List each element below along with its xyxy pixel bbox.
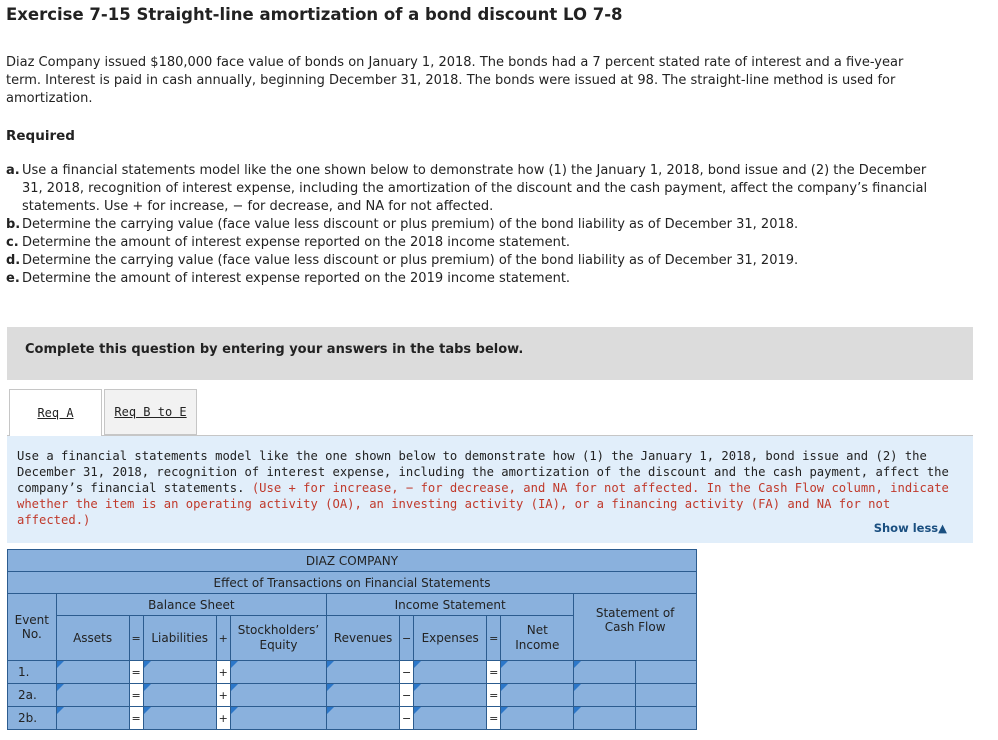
net-income-input[interactable] xyxy=(501,707,574,730)
table-row: 2b. = + − = xyxy=(8,707,697,730)
col-cash-flow: Statement of Cash Flow xyxy=(574,594,697,661)
income-statement-header: Income Statement xyxy=(327,594,574,616)
col-minus: − xyxy=(400,616,414,661)
equity-input[interactable] xyxy=(230,707,326,730)
financial-statements-table xyxy=(7,549,697,730)
tab-req-a[interactable]: Req A xyxy=(9,389,102,436)
net-income-input[interactable] xyxy=(501,661,574,684)
instructions-banner xyxy=(7,327,973,380)
banner-text: Complete this question by entering your answers in the tabs below. xyxy=(25,342,524,357)
expenses-input[interactable] xyxy=(414,661,487,684)
requirement-c: c. Determine the amount of interest expense reported on the 2018 income statement. xyxy=(6,235,571,250)
tab-req-b-to-e[interactable]: Req B to E xyxy=(104,389,197,435)
cash-flow-amount-input[interactable] xyxy=(574,707,636,730)
triangle-up-icon: ▲ xyxy=(938,521,947,535)
requirement-d: d. Determine the carrying value (face value less discount or plus premium) of the bond liability as of December 31, 2019. xyxy=(6,253,799,268)
company-name: DIAZ COMPANY xyxy=(8,550,697,572)
net-income-input[interactable] xyxy=(501,684,574,707)
table-row: 1. = + − = xyxy=(8,661,697,684)
cash-flow-activity-select[interactable] xyxy=(636,707,697,730)
panel-instructions: Use a financial statements model like the one shown below to demonstrate how (1) the January 1, 2018, bond issue and (2) the December 31, 2018, recognition of interest expense, including the amortization of the discount and the cash payment, affect the company’s financial statements. (Use + for increase, − for decrease, and NA for not affected. In the Cash Flow column, indicate whether the item is an operating activity (OA), an investing activity (IA), or a financing activity (FA) and NA for not affected.) xyxy=(17,449,949,527)
requirements-list xyxy=(6,162,936,288)
assets-input[interactable] xyxy=(56,661,129,684)
cash-flow-amount-input[interactable] xyxy=(574,684,636,707)
panel-instruction-red: (Use + for increase, − for decrease, and NA for not affected. In the Cash Flow column, indicate whether the item is an operating activity (OA), an investing activity (IA), or a financing activity (FA) and NA for not affected.) xyxy=(17,481,949,527)
expenses-input[interactable] xyxy=(414,707,487,730)
required-heading: Required xyxy=(6,128,75,144)
table-subtitle: Effect of Transactions on Financial Statements xyxy=(8,572,697,594)
equity-input[interactable] xyxy=(230,661,326,684)
requirement-e: e. Determine the amount of interest expense reported on the 2019 income statement. xyxy=(6,271,571,286)
exercise-title: Exercise 7-15 Straight-line amortization of a bond discount LO 7-8 xyxy=(6,5,623,24)
col-liabilities: Liabilities xyxy=(143,616,216,661)
cash-flow-activity-select[interactable] xyxy=(636,661,697,684)
col-revenues: Revenues xyxy=(327,616,400,661)
revenues-input[interactable] xyxy=(327,661,400,684)
assets-input[interactable] xyxy=(56,707,129,730)
liabilities-input[interactable] xyxy=(143,661,216,684)
liabilities-input[interactable] xyxy=(143,684,216,707)
event-label: 2b. xyxy=(8,707,57,730)
col-equals-2: = xyxy=(487,616,501,661)
col-net-income: Net Income xyxy=(501,616,574,661)
equity-input[interactable] xyxy=(230,684,326,707)
tab-panel xyxy=(7,435,973,543)
requirement-a: a. Use a financial statements model like the one shown below to demonstrate how (1) the January 1, 2018, bond issue and (2) the December 31, 2018, recognition of interest expense, including the amortization of the discount and the cash payment, affect the company’s financial statements. Use + for increase, − for decrease, and NA for not affected. xyxy=(6,163,928,214)
col-stockholders-equity: Stockholders’ Equity xyxy=(230,616,326,661)
balance-sheet-header: Balance Sheet xyxy=(56,594,326,616)
requirement-b: b. Determine the carrying value (face value less discount or plus premium) of the bond liability as of December 31, 2018. xyxy=(6,217,799,232)
event-label: 1. xyxy=(8,661,57,684)
col-event: Event No. xyxy=(8,594,57,661)
revenues-input[interactable] xyxy=(327,707,400,730)
problem-statement: Diaz Company issued $180,000 face value of bonds on January 1, 2018. The bonds had a 7 percent stated rate of interest and a five-year term. Interest is paid in cash annually, beginning December 31, 2018. The bonds were issued at 98. The straight-line method is used for amortization. xyxy=(6,55,904,106)
revenues-input[interactable] xyxy=(327,684,400,707)
cash-flow-amount-input[interactable] xyxy=(574,661,636,684)
col-assets: Assets xyxy=(56,616,129,661)
cash-flow-activity-select[interactable] xyxy=(636,684,697,707)
event-label: 2a. xyxy=(8,684,57,707)
table-row: 2a. = + − = xyxy=(8,684,697,707)
assets-input[interactable] xyxy=(56,684,129,707)
col-plus: + xyxy=(216,616,230,661)
show-less-link[interactable]: Show less▲ xyxy=(873,521,947,535)
liabilities-input[interactable] xyxy=(143,707,216,730)
col-expenses: Expenses xyxy=(414,616,487,661)
expenses-input[interactable] xyxy=(414,684,487,707)
col-equals: = xyxy=(129,616,143,661)
